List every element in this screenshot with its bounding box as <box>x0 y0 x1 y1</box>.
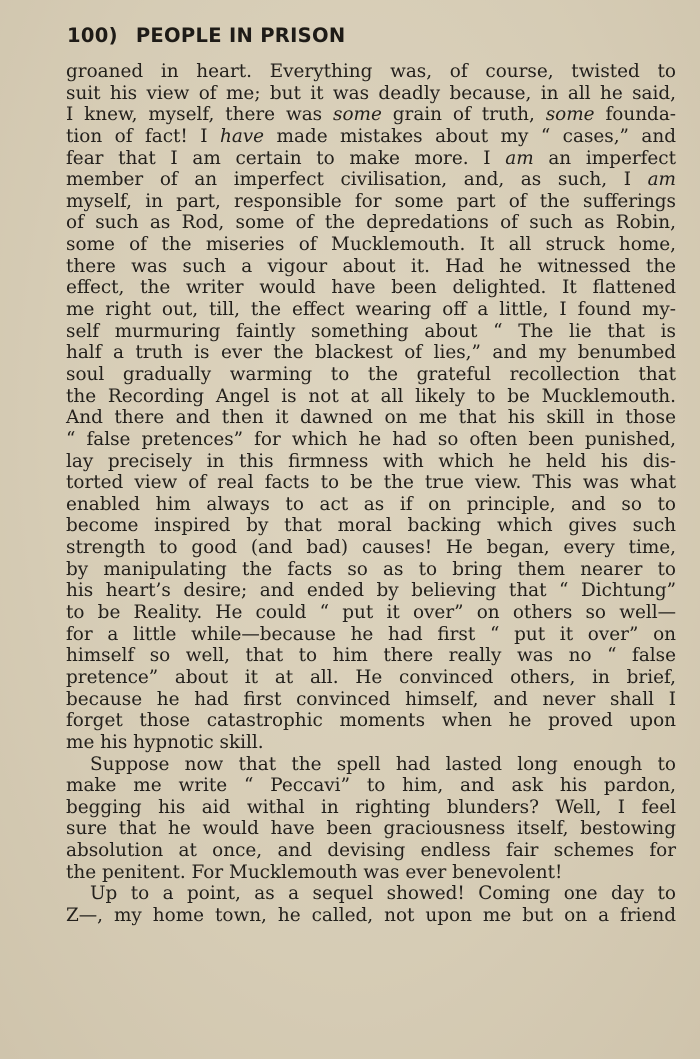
text-line <box>66 559 676 581</box>
text-run: an imperfect <box>533 147 676 169</box>
text-run: for a little while—because he had first “ put it over” on <box>66 623 676 645</box>
text-line <box>66 364 676 386</box>
text-run: himself so well, that to him there really was no “ false <box>66 645 676 667</box>
text-run: there was such a vigour about it. Had he witnessed the <box>66 255 676 277</box>
text-line <box>66 169 676 191</box>
running-header <box>67 24 346 47</box>
text-line <box>66 905 676 927</box>
text-run: me right out, till, the effect wearing off a little, I found my- <box>66 299 676 321</box>
text-line <box>66 472 676 494</box>
text-line <box>66 234 676 256</box>
text-run: strength to good (and bad) causes! He began, every time, <box>66 537 676 559</box>
text-run: some of the miseries of Mucklemouth. It all struck home, <box>66 234 676 256</box>
text-line <box>66 407 676 429</box>
text-run: grain of truth, <box>381 104 546 126</box>
text-run: absolution at once, and devising endless fair schemes for <box>66 840 676 862</box>
text-run: of such as Rod, some of the depredations of such as Robin, <box>66 212 676 234</box>
text-run: by manipulating the facts so as to bring them nearer to <box>66 558 676 580</box>
text-run: And there and then it dawned on me that his skill in those <box>66 407 676 429</box>
text-line <box>66 602 676 624</box>
italic-text: am <box>505 147 534 169</box>
text-run: suit his view of me; but it was deadly because, in all he said, <box>66 82 676 104</box>
text-line <box>66 818 676 840</box>
body-text <box>66 61 676 927</box>
text-run: become inspired by that moral backing which gives such <box>66 515 676 537</box>
text-line <box>66 645 676 667</box>
text-run: forget those catastrophic moments when he proved upon <box>66 710 676 732</box>
text-run: myself, in part, responsible for some part of the sufferings <box>66 190 676 212</box>
page-number: 100) <box>67 24 118 47</box>
text-line <box>66 883 676 905</box>
text-run: Up to a point, as a sequel showed! Coming one day to <box>90 883 676 905</box>
text-line <box>66 710 676 732</box>
text-run: the Recording Angel is not at all likely to be Mucklemouth. <box>66 385 676 407</box>
text-line <box>66 342 676 364</box>
running-title: PEOPLE IN PRISON <box>135 24 346 47</box>
text-run: soul gradually warming to the grateful recollection that <box>66 363 676 385</box>
italic-text: am <box>647 169 676 191</box>
text-run: effect, the writer would have been delighted. It flattened <box>66 277 676 299</box>
text-line <box>66 148 676 170</box>
text-run: pretence” about it at all. He convinced others, in brief, <box>66 666 676 688</box>
text-line <box>66 689 676 711</box>
text-run: I knew, myself, there was <box>66 104 334 126</box>
text-run: make me write “ Peccavi” to him, and ask his pardon, <box>66 775 676 797</box>
text-line <box>66 61 676 83</box>
text-line <box>66 862 676 884</box>
text-run: to be Reality. He could “ put it over” on others so well— <box>66 602 676 624</box>
text-line <box>66 386 676 408</box>
text-line <box>66 624 676 646</box>
text-line <box>66 797 676 819</box>
text-line <box>66 321 676 343</box>
text-run: Z—, my home town, he called, not upon me but on a friend <box>66 904 676 926</box>
text-line <box>66 840 676 862</box>
text-run: member of an imperfect civilisation, and, as such, I <box>66 169 648 191</box>
text-line <box>66 212 676 234</box>
text-run: torted view of real facts to be the true view. This was what <box>66 472 676 494</box>
text-line <box>66 256 676 278</box>
text-run: begging his aid withal in righting blunders? Well, I feel <box>66 796 676 818</box>
text-run: enabled him always to act as if on principle, and so to <box>66 493 676 515</box>
text-line <box>66 667 676 689</box>
text-line <box>66 754 676 776</box>
text-line <box>66 83 676 105</box>
text-line <box>66 451 676 473</box>
text-run: half a truth is ever the blackest of lies,” and my benumbed <box>66 342 676 364</box>
text-line <box>66 494 676 516</box>
text-run: me his hypnotic skill. <box>66 731 264 753</box>
text-line <box>66 277 676 299</box>
text-line <box>66 104 676 126</box>
text-line <box>66 537 676 559</box>
text-run: founda- <box>594 104 676 126</box>
text-run: “ false pretences” for which he had so often been punished, <box>66 428 676 450</box>
text-run: his heart’s desire; and ended by believing that “ Dichtung” <box>66 580 676 602</box>
text-run: lay precisely in this firmness with which he held his dis- <box>66 450 676 472</box>
italic-text: have <box>219 125 265 147</box>
italic-text: some <box>545 104 595 126</box>
text-run: sure that he would have been graciousness itself, bestowing <box>66 818 676 840</box>
text-run: fear that I am certain to make more. I <box>66 147 506 169</box>
text-run: groaned in heart. Everything was, of course, twisted to <box>66 61 676 82</box>
text-run: because he had first convinced himself, and never shall I <box>66 688 676 710</box>
text-line <box>66 429 676 451</box>
text-run: Suppose now that the spell had lasted long enough to <box>90 753 676 775</box>
text-line <box>66 191 676 213</box>
text-line <box>66 299 676 321</box>
text-run: made mistakes about my “ cases,” and <box>264 125 676 147</box>
text-run: self murmuring faintly something about “ The lie that is <box>66 320 676 342</box>
text-line <box>66 515 676 537</box>
italic-text: some <box>333 104 382 126</box>
text-run: the penitent. For Mucklemouth was ever benevolent! <box>66 861 563 883</box>
text-line <box>66 126 676 148</box>
text-run: tion of fact! I <box>66 125 220 147</box>
text-line <box>66 775 676 797</box>
text-line <box>66 732 676 754</box>
text-line <box>66 580 676 602</box>
